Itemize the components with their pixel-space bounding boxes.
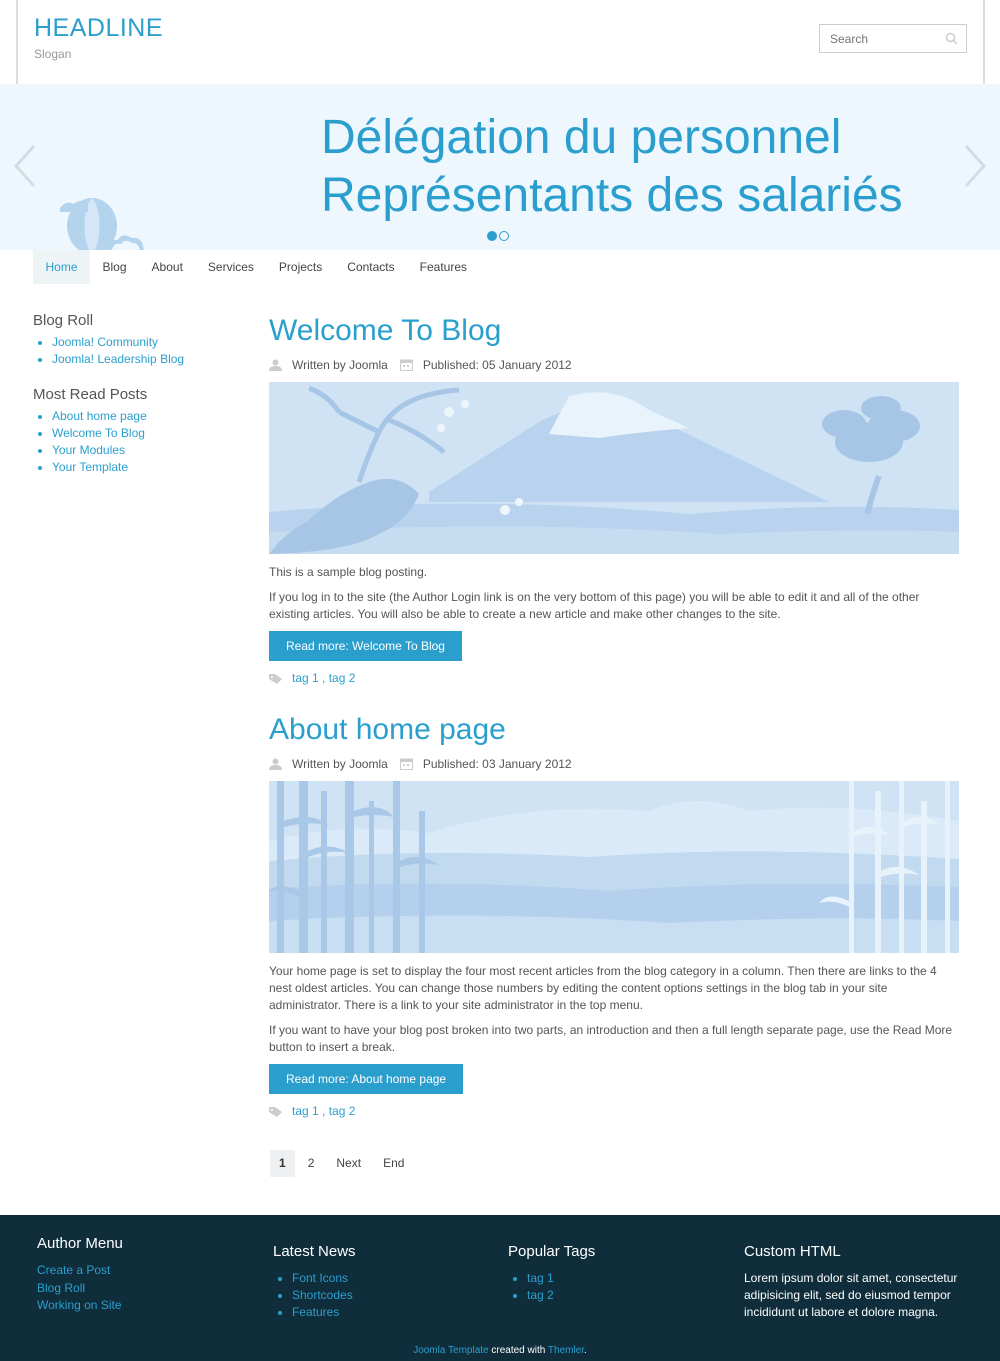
- list-item: [292, 1287, 356, 1304]
- most-read-title: Most Read Posts: [33, 386, 148, 403]
- slider-prev-icon[interactable]: [12, 142, 38, 190]
- site-footer: [0, 1215, 1000, 1361]
- site-headline[interactable]: HEADLINE: [34, 14, 164, 42]
- list-item: [527, 1270, 595, 1287]
- credit-link-themler[interactable]: Themler: [547, 1345, 585, 1356]
- nav-item-contacts[interactable]: Contacts: [347, 260, 395, 274]
- footer-link[interactable]: Shortcodes: [292, 1288, 353, 1302]
- nav-item-projects[interactable]: Projects: [278, 260, 323, 274]
- author-icon: [269, 359, 282, 371]
- calendar-icon: [400, 758, 413, 770]
- article-title[interactable]: Welcome To Blog: [269, 314, 502, 347]
- tag-link[interactable]: tag 1: [292, 1104, 319, 1118]
- tag-icon: [269, 1106, 282, 1117]
- author-icon: [269, 758, 282, 770]
- footer-custom-html-title: Custom HTML: [744, 1243, 841, 1260]
- read-more-button[interactable]: Read more: Welcome To Blog: [269, 631, 462, 661]
- blog-roll-list: [52, 334, 243, 368]
- footer-author-menu: [37, 1235, 123, 1315]
- nav-item-about[interactable]: About: [151, 260, 183, 274]
- article-published: Published: 05 January 2012: [422, 358, 572, 372]
- most-read-link[interactable]: Your Template: [52, 460, 129, 474]
- slide-title-line2: Représentants des salariés: [321, 169, 903, 222]
- article-image: [269, 781, 959, 953]
- page-2[interactable]: 2: [307, 1156, 315, 1170]
- list-item: [527, 1287, 595, 1304]
- pagination: [270, 1150, 417, 1177]
- article-paragraph: If you want to have your blog post broken into two parts, an introduction and then a full length separate page, use the Read More button to insert a break.: [269, 1023, 953, 1054]
- page-end[interactable]: End: [383, 1156, 405, 1170]
- list-item: [52, 442, 243, 459]
- article-paragraph: Your home page is set to display the four most recent articles from the blog category in a column. Then there are links to the 4 nest oldest articles. You can change those numbers by editing the content options settings in the blog tab in your site administrator. There is a link to your site administrator in the top menu.: [269, 964, 937, 1012]
- article-paragraph: If you log in to the site (the Author Login link is on the very bottom of this page) you will be able to edit it and all of the other existing articles. You will also be able to create a new article and make other changes to the site.: [269, 590, 920, 621]
- page-1[interactable]: 1: [270, 1150, 295, 1177]
- footer-link[interactable]: Features: [292, 1305, 340, 1319]
- article: [269, 313, 959, 685]
- tag-icon: [269, 673, 282, 684]
- article-author: Written by Joomla: [292, 358, 388, 372]
- page-next[interactable]: Next: [336, 1156, 362, 1170]
- nav-item-services[interactable]: Services: [207, 260, 254, 274]
- calendar-icon: [400, 359, 413, 371]
- article-published: Published: 03 January 2012: [422, 757, 572, 771]
- nav-item-features[interactable]: Features: [419, 260, 467, 274]
- nav-item-home[interactable]: Home: [33, 250, 90, 284]
- most-read-link[interactable]: Your Modules: [52, 443, 125, 457]
- footer-custom-html: [744, 1243, 964, 1321]
- tag-separator: ,: [318, 1104, 329, 1118]
- list-item: [292, 1304, 356, 1321]
- list-item: [52, 408, 243, 425]
- footer-link[interactable]: Font Icons: [292, 1271, 349, 1285]
- nav-item-blog[interactable]: Blog: [102, 260, 127, 274]
- slider-dot[interactable]: [499, 231, 509, 241]
- footer-tag-link[interactable]: tag 1: [527, 1271, 554, 1285]
- blog-roll-title: Blog Roll: [33, 312, 94, 329]
- article: [269, 712, 959, 1118]
- footer-tag-link[interactable]: tag 2: [527, 1288, 554, 1302]
- credit-link-joomla[interactable]: Joomla Template: [413, 1345, 489, 1356]
- footer-link[interactable]: Working on Site: [37, 1298, 122, 1312]
- blog-roll-link[interactable]: Joomla! Leadership Blog: [52, 352, 185, 366]
- most-read-link[interactable]: About home page: [52, 409, 147, 423]
- search-input[interactable]: [820, 25, 940, 52]
- main-nav: [33, 250, 480, 284]
- slider-next-icon[interactable]: [962, 142, 988, 190]
- sidebar: [33, 312, 243, 494]
- list-item: [52, 334, 243, 351]
- footer-latest-news-title: Latest News: [273, 1243, 356, 1260]
- footer-link[interactable]: Create a Post: [37, 1263, 111, 1277]
- search-icon[interactable]: [945, 32, 958, 48]
- tag-link[interactable]: tag 1: [292, 671, 319, 685]
- footer-popular-tags-title: Popular Tags: [508, 1243, 596, 1260]
- tag-separator: ,: [318, 671, 329, 685]
- footer-author-menu-title: Author Menu: [37, 1235, 123, 1252]
- footer-custom-html-text: Lorem ipsum dolor sit amet, consectetur adipisicing elit, sed do eiusmod tempor incididunt ut labore et dolore magna.: [744, 1271, 958, 1319]
- footer-credit: [0, 1345, 1000, 1356]
- blog-roll-link[interactable]: Joomla! Community: [52, 335, 159, 349]
- list-item: [292, 1270, 356, 1287]
- footer-popular-tags: [508, 1243, 595, 1304]
- list-item: [52, 425, 243, 442]
- list-item: [52, 351, 243, 368]
- footer-latest-news: [273, 1243, 356, 1321]
- article-tags: [269, 1104, 959, 1118]
- most-read-link[interactable]: Welcome To Blog: [52, 426, 145, 440]
- article-image: [269, 382, 959, 554]
- most-read-list: [52, 408, 243, 476]
- slider-dot[interactable]: [487, 231, 497, 241]
- read-more-button[interactable]: Read more: About home page: [269, 1064, 463, 1094]
- footer-link[interactable]: Blog Roll: [37, 1280, 86, 1295]
- slider-dots: [487, 231, 509, 241]
- article-tags: [269, 671, 959, 685]
- tag-link[interactable]: tag 2: [328, 1104, 356, 1118]
- slide-title-line1: Délégation du personnel: [321, 111, 842, 164]
- balloon-illustration-icon: [58, 194, 153, 250]
- list-item: [52, 459, 243, 476]
- article-title[interactable]: About home page: [269, 713, 506, 746]
- article-meta: [269, 357, 959, 373]
- credit-end: .: [584, 1345, 587, 1356]
- site-slogan: Slogan: [34, 47, 72, 61]
- article-paragraph: This is a sample blog posting.: [269, 565, 428, 579]
- site-header: [16, 0, 985, 84]
- hero-slider: [0, 84, 1000, 250]
- tag-link[interactable]: tag 2: [328, 671, 356, 685]
- credit-text: created with: [488, 1345, 548, 1356]
- search-box: [819, 24, 967, 53]
- article-author: Written by Joomla: [292, 757, 388, 771]
- article-meta: [269, 756, 959, 772]
